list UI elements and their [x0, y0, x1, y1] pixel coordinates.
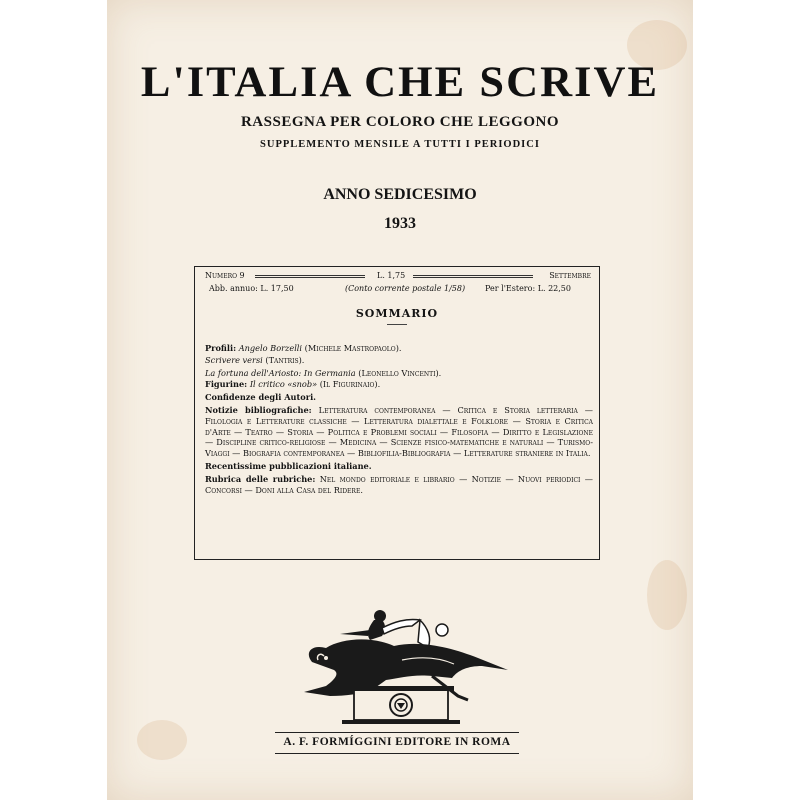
issue-number: Numero 9	[205, 271, 245, 280]
list-item: Notizie bibliografiche: Letteratura contemporanea — Critica e Storia letteraria — Filologia e Letterature classiche — Letteratura dialettale e Folklore — Storia e Critica d'Arte — Teatro — Storia — Politica e Problemi sociali — Filosofia — Diritto e Legislazione — Discipline critico-religiose — Medicina — Scienze fisico-matematiche e naturali — Turismo-Viaggi — Biografia contemporanea — Bibliofilia-Bibliografia — Letterature straniere in Italia.	[205, 404, 593, 459]
list-item: Recentissime pubblicazioni italiane.	[205, 460, 372, 471]
she-wolf-putto-emblem	[282, 600, 518, 730]
list-item: Profili: Angelo Borzelli (Michele Mastropaolo).	[205, 343, 402, 353]
paper-stain	[647, 560, 687, 630]
sommario-heading: SOMMARIO	[355, 307, 439, 320]
sommario-rule	[387, 324, 407, 325]
list-item: Rubrica delle rubriche: Nel mondo editoriale e librario — Notizie — Nuovi periodici — Concorsi — Doni alla Casa del Ridere.	[205, 473, 593, 495]
journal-supplement: SUPPLEMENTO MENSILE A TUTTI I PERIODICI	[260, 139, 540, 150]
subscription-price: Abb. annuo: L. 17,50	[209, 284, 294, 293]
list-item: La fortuna dell'Ariosto: In Germania (Leonello Vincenti).	[205, 367, 442, 378]
paper-stain	[137, 720, 187, 760]
journal-cover	[107, 0, 693, 800]
list-item: Scrivere versi (Tantris).	[205, 354, 305, 365]
header-rule	[413, 275, 533, 278]
contents-box	[194, 266, 600, 560]
publisher-rule	[275, 732, 519, 733]
publisher-rule	[275, 753, 519, 754]
header-rule	[255, 275, 365, 278]
year-label: ANNO SEDICESIMO	[323, 186, 477, 203]
list-item: Confidenze degli Autori.	[205, 392, 317, 403]
publisher-name: A. F. FORMÍGGINI EDITORE IN ROMA	[283, 736, 511, 748]
issue-month: Settembre	[549, 271, 591, 280]
journal-subtitle: RASSEGNA PER COLORO CHE LEGGONO	[240, 114, 560, 130]
journal-title: L'ITALIA CHE SCRIVE	[140, 59, 660, 106]
foreign-price: Per l'Estero: L. 22,50	[485, 284, 571, 293]
sommario-list	[205, 343, 593, 496]
issue-price: L. 1,75	[377, 271, 406, 280]
postal-account: (Conto corrente postale 1/58)	[345, 284, 466, 293]
pedestal	[342, 686, 460, 724]
list-item: Figurine: Il critico «snob» (Il Figurinaio).	[205, 379, 381, 390]
year: 1933	[384, 215, 416, 232]
